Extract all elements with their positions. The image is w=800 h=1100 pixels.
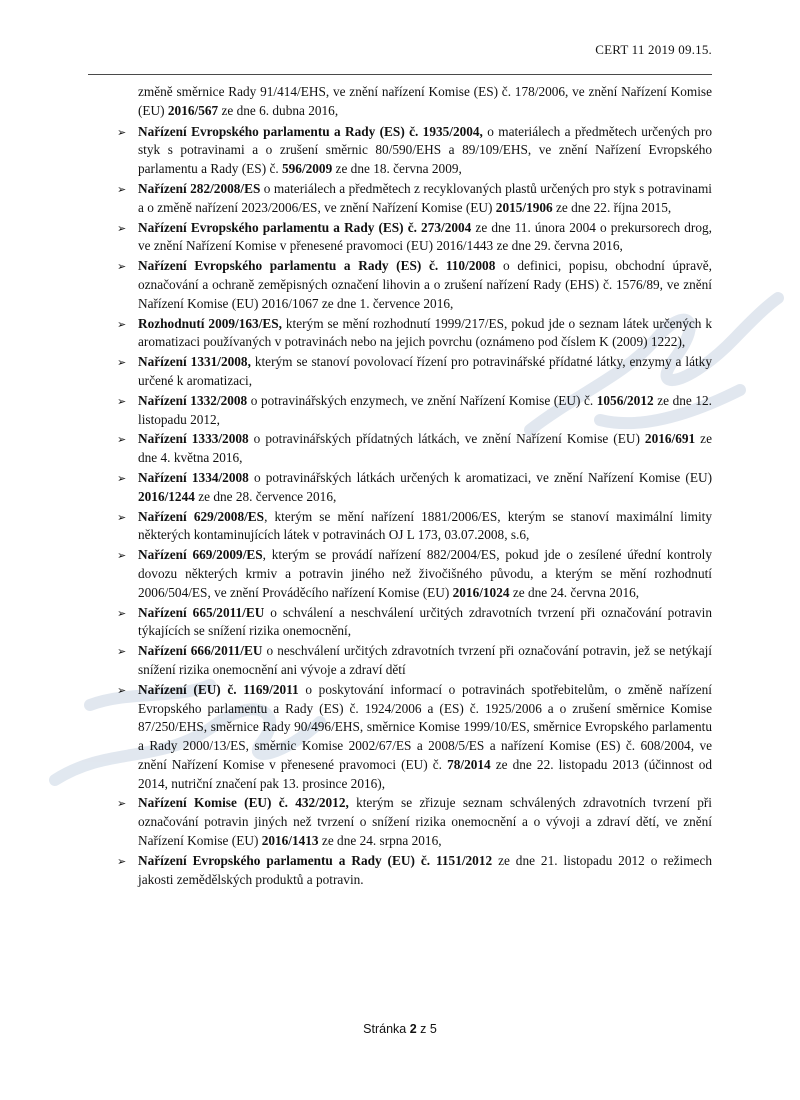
text-segment: ze dne 28. července 2016, [194, 488, 337, 504]
bold-text-segment: Nařízení Evropského parlamentu a Rady (ES) č. 1935/2004, [138, 123, 483, 139]
list-item [117, 604, 712, 642]
arrow-bullet-icon: ➢ [117, 261, 127, 274]
bold-text-segment: Rozhodnutí 2009/163/ES, [138, 315, 282, 331]
arrow-bullet-icon: ➢ [117, 684, 127, 697]
bold-text-segment: 2016/567 [167, 102, 219, 118]
list-item-text [138, 393, 712, 427]
list-item-text [138, 605, 712, 639]
bold-text-segment: Nařízení 1331/2008, [138, 354, 251, 370]
regulations-list [117, 123, 713, 890]
bold-text-segment: 2016/1413 [261, 833, 319, 849]
text-segment: o potravinářských látkách určených k aromatizaci, ve znění Nařízení Komise (EU) [248, 469, 712, 485]
text-segment: o definici, popisu, obchodní úpravě, označování a ochraně zeměpisných označení lihovin a o zrušení nařízení Rady (EHS) č. 1576/89, ve znění Nařízení Komise (EU) 2016/1067 ze dne 1. července 2016, [138, 258, 712, 311]
arrow-bullet-icon: ➢ [117, 222, 127, 235]
header-rule [88, 74, 712, 75]
text-segment: o materiálech a předmětech z recyklovaných plastů určených pro styk s potravinami a o změně nařízení 2023/2006/ES, ve znění Nařízení Komise (EU) [138, 180, 712, 215]
list-item-text [138, 470, 712, 504]
list-item [117, 681, 713, 794]
bold-text-segment: 2016/1024 [452, 584, 510, 600]
text-segment: ze dne 12. listopadu 2012, [138, 392, 712, 427]
list-item [117, 794, 712, 850]
list-item-text [138, 316, 712, 350]
arrow-bullet-icon: ➢ [117, 472, 127, 485]
text-segment: o potravinářských enzymech, ve znění Nařízení Komise (EU) č. [247, 392, 597, 408]
arrow-bullet-icon: ➢ [117, 395, 127, 408]
text-segment: o poskytování informací o potravinách spotřebitelům, o změně nařízení Evropského parlamentu a Rady (ES) č. 1924/2006 a (ES) č. 1925/2006 a o zrušení směrnice Komise 87/250/EHS, směrnice Rady 90/496/EHS, směrnice Komise 1999/10/ES, směrnice Evropského parlamentu a Rady 2000/13/ES, směrnic Komise 2002/67/ES a 2008/5/ES a nařízení Komise (ES) č. 608/2004, ve znění Nařízení Komise v přenesené pravomoci (EU) č. [138, 681, 713, 772]
arrow-bullet-icon: ➢ [117, 550, 127, 563]
list-item [117, 257, 712, 313]
arrow-bullet-icon: ➢ [117, 434, 127, 447]
intro-paragraph [138, 83, 712, 121]
text-segment: ze dne 22. listopadu 2013 (účinnost od 2014, nutriční značení pak 13. prosince 2016), [138, 756, 713, 791]
text-segment: o schválení a neschválení určitých zdravotních tvrzení při označování potravin týkajících se snížení rizika onemocnění, [138, 604, 712, 639]
list-item [117, 508, 712, 546]
bold-text-segment: 78/2014 [447, 756, 491, 772]
arrow-bullet-icon: ➢ [117, 183, 127, 196]
list-item [117, 315, 712, 353]
list-item-text [138, 795, 712, 848]
bold-text-segment: Nařízení Evropského parlamentu a Rady (EU) č. 1151/2012 [138, 852, 493, 868]
list-item [117, 392, 712, 430]
list-item [117, 642, 712, 680]
bold-text-segment: Nařízení 282/2008/ES [138, 180, 261, 196]
bold-text-segment: 2 [409, 1022, 417, 1036]
text-segment: kterým se stanoví povolovací řízení pro potravinářské přídatné látky, enzymy a látky určené k aromatizaci, [138, 354, 712, 388]
list-item [117, 219, 712, 257]
page-footer [0, 1022, 800, 1036]
text-segment: kterým se mění rozhodnutí 1999/217/ES, pokud jde o seznam látek určených k aromatizaci používaných v potravinách nebo na jejich povrchu (oznámeno pod číslem K (2009) 1222), [138, 315, 712, 350]
arrow-bullet-icon: ➢ [117, 646, 127, 659]
list-item-text [138, 354, 712, 388]
text-segment: ze dne 22. října 2015, [552, 199, 672, 215]
list-item [117, 353, 712, 391]
text-segment: , kterým se provádí nařízení 882/2004/ES, pokud jde o zesílené úřední kontroly dovozu některých krmiv a potravin jiného než živočišného původu, a kterým se mění rozhodnutí 2006/504/ES, ve znění Prováděcího nařízení Komise (EU) [138, 547, 712, 600]
list-item [117, 430, 712, 468]
text-segment: o neschválení určitých zdravotních tvrzení při označování potravin, jež se netýkají snížení rizika onemocnění ani vývoje a zdraví dětí [138, 643, 712, 677]
arrow-bullet-icon: ➢ [117, 511, 127, 524]
bold-text-segment: Nařízení 1333/2008 [138, 431, 249, 447]
bold-text-segment: Nařízení 665/2011/EU [138, 604, 265, 620]
bold-text-segment: Nařízení Evropského parlamentu a Rady (ES) č. 110/2008 [138, 258, 496, 274]
text-segment: změně směrnice Rady 91/414/EHS, ve znění nařízení Komise (ES) č. 178/2006, ve znění Nařízení Komise (EU) [138, 84, 712, 118]
bold-text-segment: 596/2009 [282, 161, 333, 177]
bold-text-segment: Nařízení Komise (EU) č. 432/2012, [138, 795, 349, 811]
arrow-bullet-icon: ➢ [117, 855, 127, 868]
arrow-bullet-icon: ➢ [117, 357, 127, 370]
list-item-text [138, 853, 712, 887]
bold-text-segment: Nařízení Evropského parlamentu a Rady (ES) č. 273/2004 [138, 219, 472, 235]
bold-text-segment: 1056/2012 [596, 392, 654, 408]
list-item [117, 852, 712, 890]
list-item-text [138, 431, 712, 465]
arrow-bullet-icon: ➢ [117, 607, 127, 620]
arrow-bullet-icon: ➢ [117, 126, 127, 139]
document-body [117, 83, 713, 889]
bold-text-segment: Nařízení 629/2008/ES [138, 508, 265, 524]
text-segment: o potravinářských přídatných látkách, ve znění Nařízení Komise (EU) [248, 431, 645, 447]
bold-text-segment: 2016/691 [644, 431, 696, 447]
list-item-text [138, 220, 712, 254]
bold-text-segment: 2015/1906 [495, 199, 553, 215]
list-item [117, 180, 712, 218]
text-segment: ze dne 24. srpna 2016, [318, 833, 442, 849]
list-item-text [138, 682, 712, 791]
text-segment: ze dne 18. června 2009, [332, 161, 462, 177]
text-segment: ze dne 24. června 2016, [509, 584, 640, 600]
header-doc-code: CERT 11 2019 09.15. [595, 42, 712, 57]
list-item-text [138, 547, 712, 600]
list-item [117, 123, 712, 179]
text-segment: ze dne 4. května 2016, [138, 431, 712, 466]
bold-text-segment: 2016/1244 [138, 488, 195, 504]
list-item-text [138, 643, 712, 677]
list-item-text [138, 258, 712, 311]
text-segment: ze dne 21. listopadu 2012 o režimech jakosti zemědělských produktů a potravin. [138, 852, 712, 887]
bold-text-segment: Nařízení 666/2011/EU [138, 643, 263, 659]
list-item-text [138, 124, 712, 177]
bold-text-segment: Nařízení 1332/2008 [138, 392, 248, 408]
bold-text-segment: Nařízení (EU) č. 1169/2011 [138, 681, 299, 697]
text-segment: o materiálech a předmětech určených pro styk s potravinami a o zrušení směrnic 80/590/EHS a 89/109/EHS, ve znění Nařízení Evropského parlamentu a Rady (ES) č. [138, 123, 712, 177]
text-segment: ze dne 6. dubna 2016, [218, 102, 339, 118]
arrow-bullet-icon: ➢ [117, 798, 127, 811]
list-item [117, 469, 712, 507]
arrow-bullet-icon: ➢ [117, 318, 127, 331]
list-item-text [138, 181, 712, 215]
list-item-text [138, 509, 712, 543]
text-segment: z 5 [416, 1022, 437, 1036]
text-segment: kterým se zřizuje seznam schválených zdravotních tvrzení při označování potravin jiných než tvrzení o snížení rizika onemocnění a o vývoji a zdraví dětí, ve znění Nařízení Komise (EU) [138, 795, 712, 849]
bold-text-segment: Nařízení 1334/2008 [138, 469, 249, 485]
bold-text-segment: Nařízení 669/2009/ES [138, 547, 263, 563]
text-segment: , kterým se mění nařízení 1881/2006/ES, kterým se stanoví maximální limity některých kontaminujících látek v potravinách OJ L 173, 03.07.2008, s.6, [138, 508, 712, 543]
text-segment: Stránka [363, 1022, 410, 1036]
text-segment: ze dne 11. února 2004 o prekursorech drog, ve znění Nařízení Komise v přenesené pravomoci (EU) 2016/1443 ze dne 29. června 2016, [138, 219, 712, 254]
list-item [117, 546, 712, 602]
